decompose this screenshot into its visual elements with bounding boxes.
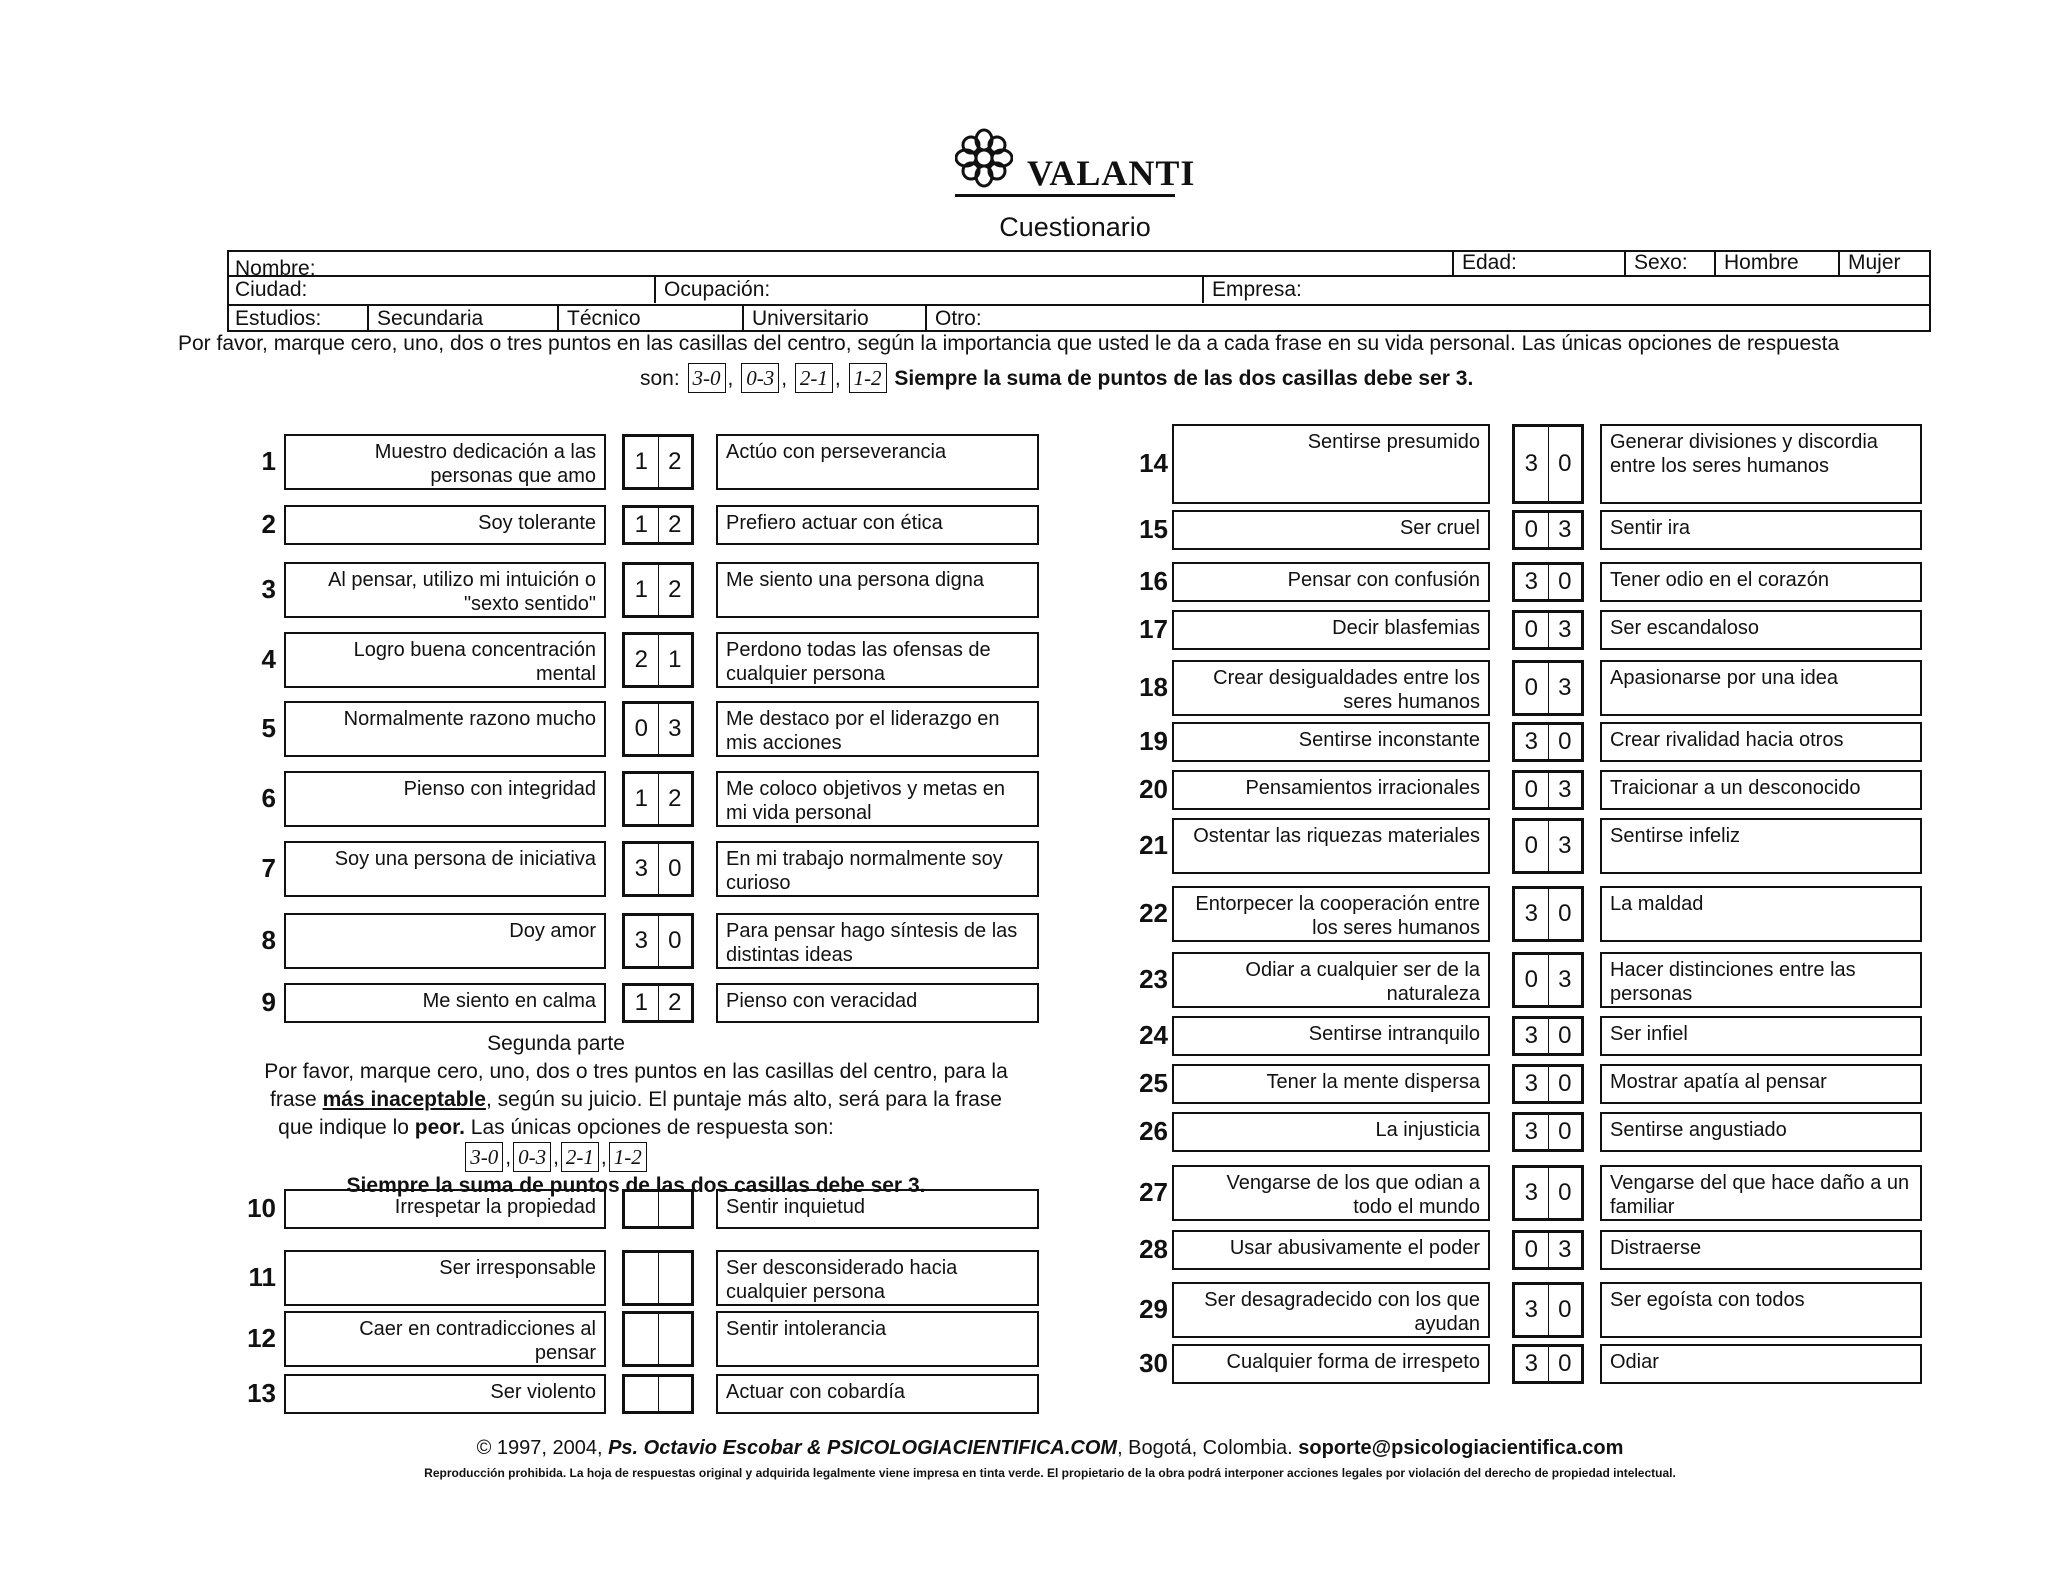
part2-instructions xyxy=(226,1030,1046,1200)
statement-left: Vengarse de los que odian a todo el mundo xyxy=(1172,1165,1490,1221)
statement-right: Prefiero actuar con ética xyxy=(716,505,1039,545)
score-cell-a[interactable] xyxy=(625,1314,658,1364)
option-1-2: 1-2 xyxy=(849,363,887,393)
score-cell-b[interactable]: 0 xyxy=(1548,1067,1582,1101)
score-cell-b[interactable]: 3 xyxy=(1548,663,1582,713)
statement-right: Vengarse del que hace daño a un familiar xyxy=(1600,1165,1922,1221)
question-number: 18 xyxy=(1139,672,1168,702)
hombre-label: Hombre xyxy=(1724,251,1799,274)
score-cell-b[interactable]: 0 xyxy=(1548,1347,1582,1381)
option-1-2: 1-2 xyxy=(609,1142,647,1172)
score-cell-a[interactable] xyxy=(625,1253,658,1303)
brand-name: VALANTI xyxy=(1027,153,1196,193)
score-cell-a[interactable]: 3 xyxy=(634,927,648,954)
score-boxes xyxy=(622,434,694,490)
instructions-line-2: son: 3-0 , 0-3 , 2-1 , 1-2 Siempre la suma de puntos de las dos casillas debe ser 3. xyxy=(640,363,1640,393)
nombre-label: Nombre: xyxy=(235,257,316,280)
question-number: 22 xyxy=(1139,898,1168,928)
statement-right: Me destaco por el liderazgo en mis acciones xyxy=(716,701,1039,757)
statement-right: Sentirse infeliz xyxy=(1600,818,1922,874)
mujer-label: Mujer xyxy=(1848,251,1901,274)
statement-left: Sentirse inconstante xyxy=(1172,722,1490,762)
question-number: 8 xyxy=(261,925,276,955)
statement-left: Pensamientos irracionales xyxy=(1172,770,1490,810)
statement-left: Ser violento xyxy=(284,1374,606,1414)
ciudad-label: Ciudad: xyxy=(235,278,308,301)
score-cell-a[interactable]: 3 xyxy=(1524,568,1538,595)
score-cell-b[interactable]: 0 xyxy=(1548,889,1582,939)
part2-line-2 xyxy=(226,1086,1046,1114)
question-number: 3 xyxy=(261,574,276,604)
score-cell-a[interactable]: 3 xyxy=(1524,450,1538,477)
part2-rule: Siempre la suma de puntos de las dos casillas debe ser 3. xyxy=(346,1174,926,1197)
ocupacion-label: Ocupación: xyxy=(664,278,771,301)
statement-right: Sentir inquietud xyxy=(716,1189,1039,1229)
score-cell-a[interactable]: 0 xyxy=(1524,966,1538,993)
score-cell-b[interactable]: 1 xyxy=(658,635,692,685)
statement-left: Muestro dedicación a las personas que amo xyxy=(284,434,606,490)
question-number: 28 xyxy=(1139,1234,1168,1264)
score-cell-a[interactable]: 0 xyxy=(1524,516,1538,543)
statement-right: Distraerse xyxy=(1600,1230,1922,1270)
flower-logo-icon xyxy=(955,128,1013,188)
statement-left: Crear desigualdades entre los seres humanos xyxy=(1172,660,1490,716)
copyright xyxy=(300,1437,1800,1460)
grid-row-1 xyxy=(227,250,1931,280)
score-boxes xyxy=(1512,1282,1584,1338)
question-number: 12 xyxy=(247,1323,276,1353)
statement-left: Ser irresponsable xyxy=(284,1250,606,1306)
statement-right: Ser egoísta con todos xyxy=(1600,1282,1922,1338)
ocupacion-field[interactable] xyxy=(654,277,1202,303)
statement-left: Pensar con confusión xyxy=(1172,562,1490,602)
score-cell-b[interactable]: 0 xyxy=(658,844,692,894)
instructions-rule: Siempre la suma de puntos de las dos casillas debe ser 3. xyxy=(894,367,1474,390)
statement-left: La injusticia xyxy=(1172,1112,1490,1152)
statement-right: Odiar xyxy=(1600,1344,1922,1384)
statement-right: Ser infiel xyxy=(1600,1016,1922,1056)
question-number: 25 xyxy=(1139,1068,1168,1098)
score-boxes xyxy=(1512,1112,1584,1152)
question-number: 7 xyxy=(261,853,276,883)
sexo-label: Sexo: xyxy=(1634,251,1688,274)
question-number: 27 xyxy=(1139,1177,1168,1207)
estudios-label: Estudios: xyxy=(235,307,322,330)
score-cell-b[interactable]: 3 xyxy=(1548,513,1582,547)
question-number: 30 xyxy=(1139,1348,1168,1378)
score-boxes xyxy=(622,913,694,969)
option-2-1: 2-1 xyxy=(795,363,833,393)
score-cell-b[interactable]: 3 xyxy=(658,704,692,754)
statement-left: Cualquier forma de irrespeto xyxy=(1172,1344,1490,1384)
question-number: 10 xyxy=(247,1193,276,1223)
score-cell-b[interactable]: 0 xyxy=(1548,1019,1582,1053)
score-boxes xyxy=(1512,1230,1584,1270)
score-boxes xyxy=(622,983,694,1023)
statement-right: Pienso con veracidad xyxy=(716,983,1039,1023)
statement-left: Decir blasfemias xyxy=(1172,610,1490,650)
statement-right: Tener odio en el corazón xyxy=(1600,562,1922,602)
hombre-option[interactable] xyxy=(1714,250,1838,276)
statement-left: Ostentar las riquezas materiales xyxy=(1172,818,1490,874)
empresa-field[interactable] xyxy=(1202,277,1931,303)
otro-field[interactable] xyxy=(925,306,1931,332)
score-cell-a[interactable]: 0 xyxy=(634,715,648,742)
score-boxes xyxy=(1512,952,1584,1008)
score-cell-b[interactable]: 2 xyxy=(658,508,692,542)
score-cell-a[interactable]: 0 xyxy=(1524,1236,1538,1263)
question-number: 24 xyxy=(1139,1020,1168,1050)
statement-left: Caer en contradicciones al pensar xyxy=(284,1311,606,1367)
statement-right: Sentir ira xyxy=(1600,510,1922,550)
score-cell-a[interactable]: 0 xyxy=(1524,674,1538,701)
statement-left: Usar abusivamente el poder xyxy=(1172,1230,1490,1270)
statement-right: Ser desconsiderado hacia cualquier persona xyxy=(716,1250,1039,1306)
score-cell-a[interactable]: 0 xyxy=(1524,776,1538,803)
grid-row-2 xyxy=(227,277,1931,303)
score-cell-b[interactable]: 3 xyxy=(1548,955,1582,1005)
copyright-city: , Bogotá, Colombia. xyxy=(1117,1437,1299,1459)
statement-right: Sentirse angustiado xyxy=(1600,1112,1922,1152)
score-boxes xyxy=(622,1311,694,1367)
question-number: 11 xyxy=(248,1262,276,1292)
score-boxes xyxy=(622,562,694,618)
statement-right: Apasionarse por una idea xyxy=(1600,660,1922,716)
score-cell-a[interactable]: 3 xyxy=(1524,1179,1538,1206)
score-boxes xyxy=(1512,610,1584,650)
score-cell-b[interactable]: 0 xyxy=(1548,725,1582,759)
score-cell-b[interactable]: 2 xyxy=(658,986,692,1020)
statement-right: Traicionar a un desconocido xyxy=(1600,770,1922,810)
score-cell-b[interactable]: 0 xyxy=(1548,1115,1582,1149)
logo-underline xyxy=(955,194,1175,197)
score-cell-b[interactable]: 2 xyxy=(658,565,692,615)
score-cell-b[interactable]: 0 xyxy=(1548,565,1582,599)
score-boxes xyxy=(1512,818,1584,874)
score-cell-b[interactable] xyxy=(658,1377,692,1411)
score-cell-b[interactable] xyxy=(658,1314,692,1364)
question-number: 29 xyxy=(1139,1294,1168,1324)
question-number: 4 xyxy=(261,644,276,674)
instructions-line-1: Por favor, marque cero, uno, dos o tres puntos en las casillas del centro, según la importancia que usted le da a cada frase en su vida personal. Las únicas opciones de respuesta xyxy=(178,332,1840,355)
score-cell-b[interactable]: 2 xyxy=(658,774,692,824)
score-boxes xyxy=(1512,886,1584,942)
nombre-field[interactable] xyxy=(227,250,1452,280)
statement-right: Actuar con cobardía xyxy=(716,1374,1039,1414)
question-number: 13 xyxy=(247,1378,276,1408)
score-cell-a[interactable]: 3 xyxy=(1524,728,1538,755)
score-cell-b[interactable]: 0 xyxy=(1548,1285,1582,1335)
score-cell-a[interactable]: 3 xyxy=(634,855,648,882)
statement-right: La maldad xyxy=(1600,886,1922,942)
edad-label: Edad: xyxy=(1462,251,1517,274)
copyright-author: Ps. Octavio Escobar & PSICOLOGIACIENTIFICA.COM xyxy=(608,1437,1118,1459)
score-boxes xyxy=(1512,770,1584,810)
score-boxes xyxy=(1512,424,1584,504)
question-number: 14 xyxy=(1139,448,1168,478)
part2-options: 3-0 , 0-3 , 2-1 , 1-2 xyxy=(146,1142,966,1172)
score-boxes xyxy=(1512,510,1584,550)
statement-right: Actúo con perseverancia xyxy=(716,434,1039,490)
part2-emphasis: peor. xyxy=(414,1116,465,1139)
statement-left: Al pensar, utilizo mi intuición o "sexto sentido" xyxy=(284,562,606,618)
score-cell-b[interactable] xyxy=(658,1253,692,1303)
statement-right: Ser escandaloso xyxy=(1600,610,1922,650)
page-title: Cuestionario xyxy=(999,212,1151,242)
score-cell-a[interactable]: 1 xyxy=(634,448,648,475)
score-boxes xyxy=(1512,1344,1584,1384)
question-number: 21 xyxy=(1139,830,1168,860)
part2-emphasis: más inaceptable xyxy=(322,1088,486,1111)
score-boxes xyxy=(622,771,694,827)
score-cell-a[interactable]: 3 xyxy=(1524,1350,1538,1377)
copyright-year: © 1997, 2004, xyxy=(476,1437,609,1459)
score-cell-b[interactable]: 0 xyxy=(1548,427,1582,501)
part2-text: frase xyxy=(270,1088,323,1111)
part2-heading: Segunda parte xyxy=(487,1032,625,1055)
statement-left: Pienso con integridad xyxy=(284,771,606,827)
statement-right: Perdono todas las ofensas de cualquier persona xyxy=(716,632,1039,688)
edad-field[interactable] xyxy=(1452,250,1624,276)
score-cell-a[interactable]: 3 xyxy=(1524,900,1538,927)
score-boxes xyxy=(1512,1165,1584,1221)
score-boxes xyxy=(622,632,694,688)
statement-left: Irrespetar la propiedad xyxy=(284,1189,606,1229)
statement-left: Ser cruel xyxy=(1172,510,1490,550)
statement-right: Sentir intolerancia xyxy=(716,1311,1039,1367)
statement-left: Doy amor xyxy=(284,913,606,969)
question-number: 2 xyxy=(261,509,276,539)
statement-right: Mostrar apatía al pensar xyxy=(1600,1064,1922,1104)
score-cell-a[interactable]: 3 xyxy=(1524,1022,1538,1049)
statement-right: En mi trabajo normalmente soy curioso xyxy=(716,841,1039,897)
score-boxes xyxy=(1512,562,1584,602)
statement-right: Generar divisiones y discordia entre los seres humanos xyxy=(1600,424,1922,504)
score-cell-b[interactable]: 3 xyxy=(1548,821,1582,871)
question-number: 16 xyxy=(1139,566,1168,596)
score-cell-b[interactable]: 3 xyxy=(1548,613,1582,647)
question-number: 23 xyxy=(1139,964,1168,994)
statement-left: Tener la mente dispersa xyxy=(1172,1064,1490,1104)
valanti-logo xyxy=(955,126,1196,202)
statement-left: Normalmente razono mucho xyxy=(284,701,606,757)
tecnico-label: Técnico xyxy=(567,307,641,330)
question-number: 20 xyxy=(1139,774,1168,804)
score-cell-a[interactable]: 2 xyxy=(634,646,648,673)
question-number: 15 xyxy=(1139,514,1168,544)
score-cell-a[interactable]: 3 xyxy=(1524,1118,1538,1145)
universitario-option[interactable] xyxy=(742,306,925,332)
option-0-3: 0-3 xyxy=(513,1142,551,1172)
statement-right: Me siento una persona digna xyxy=(716,562,1039,618)
statement-left: Entorpecer la cooperación entre los seres humanos xyxy=(1172,886,1490,942)
score-boxes xyxy=(1512,660,1584,716)
statement-left: Sentirse presumido xyxy=(1172,424,1490,504)
question-number: 26 xyxy=(1139,1116,1168,1146)
statement-left: Soy una persona de iniciativa xyxy=(284,841,606,897)
score-boxes xyxy=(622,701,694,757)
score-cell-a[interactable]: 1 xyxy=(634,511,648,538)
score-cell-b[interactable]: 0 xyxy=(1548,1168,1582,1218)
question-number: 6 xyxy=(261,783,276,813)
score-cell-a[interactable]: 0 xyxy=(1524,832,1538,859)
score-cell-b[interactable]: 3 xyxy=(1548,1233,1582,1267)
option-2-1: 2-1 xyxy=(561,1142,599,1172)
secundaria-option[interactable] xyxy=(367,306,557,332)
score-cell-a[interactable]: 1 xyxy=(634,576,648,603)
score-cell-a[interactable]: 3 xyxy=(1524,1296,1538,1323)
otro-label: Otro: xyxy=(935,307,982,330)
universitario-label: Universitario xyxy=(752,307,869,330)
statement-right: Crear rivalidad hacia otros xyxy=(1600,722,1922,762)
score-boxes xyxy=(622,1250,694,1306)
legal-notice: Reproducción prohibida. La hoja de respuestas original y adquirida legalmente viene impresa en tinta verde. El propietario de la obra podrá interponer acciones legales por violación del derecho de propiedad intelectual. xyxy=(424,1466,1676,1480)
question-number: 1 xyxy=(261,446,276,476)
part2-line-1: Por favor, marque cero, uno, dos o tres puntos en las casillas del centro, para la xyxy=(264,1060,1008,1083)
statement-left: Me siento en calma xyxy=(284,983,606,1023)
score-boxes xyxy=(622,1374,694,1414)
secundaria-label: Secundaria xyxy=(377,307,484,330)
ciudad-field[interactable] xyxy=(227,277,654,303)
score-cell-a[interactable]: 1 xyxy=(634,785,648,812)
question-number: 19 xyxy=(1139,726,1168,756)
score-cell-a[interactable]: 0 xyxy=(1524,616,1538,643)
option-3-0: 3-0 xyxy=(688,363,726,393)
statement-left: Sentirse intranquilo xyxy=(1172,1016,1490,1056)
score-boxes xyxy=(1512,722,1584,762)
instructions-son-label: son: xyxy=(640,367,680,390)
sexo-label-cell xyxy=(1624,250,1714,276)
statement-right: Para pensar hago síntesis de las distintas ideas xyxy=(716,913,1039,969)
score-cell-b[interactable]: 2 xyxy=(658,437,692,487)
score-boxes xyxy=(622,505,694,545)
option-0-3: 0-3 xyxy=(741,363,779,393)
score-cell-a[interactable] xyxy=(625,1377,658,1411)
part2-text: Las únicas opciones de respuesta son: xyxy=(464,1116,834,1139)
part2-line-3 xyxy=(146,1114,966,1142)
estudios-label-cell xyxy=(227,306,367,332)
score-cell-b[interactable]: 3 xyxy=(1548,773,1582,807)
statement-right: Hacer distinciones entre las personas xyxy=(1600,952,1922,1008)
score-cell-a[interactable]: 3 xyxy=(1524,1070,1538,1097)
score-cell-a[interactable]: 1 xyxy=(634,989,648,1016)
score-boxes xyxy=(622,841,694,897)
statement-left: Soy tolerante xyxy=(284,505,606,545)
statement-left: Logro buena concentración mental xyxy=(284,632,606,688)
score-boxes xyxy=(1512,1016,1584,1056)
statement-right: Me coloco objetivos y metas en mi vida personal xyxy=(716,771,1039,827)
tecnico-option[interactable] xyxy=(557,306,742,332)
question-number: 9 xyxy=(261,987,276,1017)
part2-text: , según su juicio. El puntaje más alto, será para la frase xyxy=(485,1088,1002,1111)
mujer-option[interactable] xyxy=(1838,250,1931,276)
empresa-label: Empresa: xyxy=(1212,278,1302,301)
score-cell-b[interactable]: 0 xyxy=(658,916,692,966)
statement-left: Ser desagradecido con los que ayudan xyxy=(1172,1282,1490,1338)
score-boxes xyxy=(1512,1064,1584,1104)
support-email: soporte@psicologiacientifica.com xyxy=(1298,1437,1624,1459)
grid-row-3 xyxy=(227,306,1931,332)
option-3-0: 3-0 xyxy=(465,1142,503,1172)
question-number: 17 xyxy=(1139,614,1168,644)
statement-left: Odiar a cualquier ser de la naturaleza xyxy=(1172,952,1490,1008)
part2-text: que indique lo xyxy=(278,1116,415,1139)
question-number: 5 xyxy=(261,713,276,743)
